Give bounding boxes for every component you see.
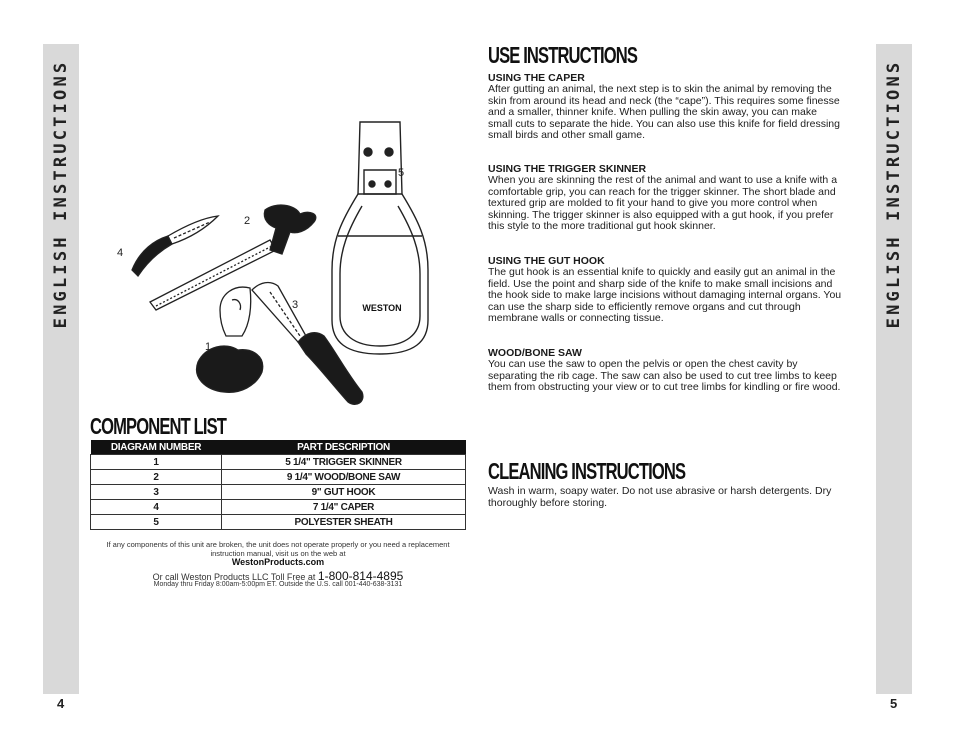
row-description: 9 1/4" WOOD/BONE SAW xyxy=(222,470,466,485)
row-number: 5 xyxy=(91,515,222,530)
table-row xyxy=(91,470,466,485)
section-text: You can use the saw to open the pelvis or open the chest cavity by separating the rib cage. The saw can also be used to cut tree limbs to keep them from obstructing your view or to cut tree limbs for kindling or fire wood. xyxy=(488,358,841,394)
row-number: 2 xyxy=(91,470,222,485)
diagram-label-3: 3 xyxy=(292,299,299,311)
cleaning-text: Wash in warm, soapy water. Do not use abrasive or harsh detergents. Dry thoroughly before storing. xyxy=(488,485,832,509)
row-number: 1 xyxy=(91,455,222,470)
section-trigger-skinner xyxy=(488,163,843,233)
support-hours: Monday thru Friday 8:00am-5:00pm ET. Outside the U.S. call 001-440-638-3131 xyxy=(153,581,403,588)
table-row xyxy=(91,515,466,530)
knife-set-diagram xyxy=(110,110,450,410)
diagram-label-5: 5 xyxy=(398,167,405,179)
section-heading: USING THE GUT HOOK xyxy=(488,255,605,267)
section-text: When you are skinning the rest of the animal and want to use a knife with a comfortable grip, you can reach for the trigger skinner. The short blade and textured grip are molded to fit your hand to give you more control when skinning. The trigger skinner is also equipped with a gut hook, if you prefer this style to the more traditional gut hook skinner. xyxy=(488,174,838,233)
section-gut-hook xyxy=(488,255,843,325)
diagram-label-2: 2 xyxy=(244,215,251,227)
section-text: After gutting an animal, the next step is to skin the animal by removing the skin from around its head and neck (the “cape”). This requires some finesse and a smaller, thinner knife. When pulling the skin away, you can make small cuts to separate the hide. You can also use this knife for field dressing small birds and other small game. xyxy=(488,83,840,142)
sheath-illustration xyxy=(332,122,428,354)
left-side-strip xyxy=(43,44,79,694)
website-link[interactable]: WestonProducts.com xyxy=(231,557,325,567)
component-list-title: COMPONENT LIST xyxy=(90,413,227,439)
row-number: 3 xyxy=(91,485,222,500)
caper-illustration xyxy=(132,216,218,276)
section-heading: USING THE TRIGGER SKINNER xyxy=(488,163,647,175)
page-number-left: 4 xyxy=(57,696,65,711)
component-table xyxy=(90,440,466,530)
gut-hook-illustration xyxy=(252,283,363,405)
use-instructions-title: USE INSTRUCTIONS xyxy=(488,42,638,68)
section-heading: WOOD/BONE SAW xyxy=(488,347,582,359)
row-description: 9" GUT HOOK xyxy=(222,485,466,500)
trigger-skinner-illustration xyxy=(197,287,263,392)
section-wood-bone-saw xyxy=(488,347,843,394)
row-description: 7 1/4" CAPER xyxy=(222,500,466,515)
header-diagram-number: DIAGRAM NUMBER xyxy=(91,440,222,455)
support-note: If any components of this unit are broken, the unit does not operate properly or you need a replacement instruction manual, visit us on the web at xyxy=(106,540,450,558)
table-row xyxy=(91,500,466,515)
call-prefix: Or call Weston Products LLC Toll Free at xyxy=(152,572,316,582)
section-heading: USING THE CAPER xyxy=(488,72,585,84)
right-side-strip xyxy=(876,44,912,694)
side-label-right: ENGLISH INSTRUCTIONS xyxy=(884,59,904,329)
row-description: 5 1/4" TRIGGER SKINNER xyxy=(222,455,466,470)
section-text: The gut hook is an essential knife to quickly and easily gut an animal in the field. Use the point and sharp side of the knife to make small incisions and the hook side to make large incisions without damaging internal organs. You can use the sharp side to efficiently remove organs and cut through membrane walls or connecting tissue. xyxy=(488,266,842,325)
table-row xyxy=(91,485,466,500)
diagram-label-1: 1 xyxy=(205,341,212,353)
sheath-brand-label: WESTON xyxy=(362,303,402,313)
table-row xyxy=(91,455,466,470)
row-number: 4 xyxy=(91,500,222,515)
diagram-label-4: 4 xyxy=(117,247,124,259)
header-part-description: PART DESCRIPTION xyxy=(222,440,466,455)
section-caper xyxy=(488,72,843,142)
cleaning-instructions-title: CLEANING INSTRUCTIONS xyxy=(488,458,686,484)
row-description: POLYESTER SHEATH xyxy=(222,515,466,530)
section-cleaning xyxy=(488,486,843,509)
phone-number: 1-800-814-4895 xyxy=(317,569,404,583)
page-number-right: 5 xyxy=(890,696,898,711)
table-header-row xyxy=(91,440,466,455)
side-label-left: ENGLISH INSTRUCTIONS xyxy=(51,59,71,329)
